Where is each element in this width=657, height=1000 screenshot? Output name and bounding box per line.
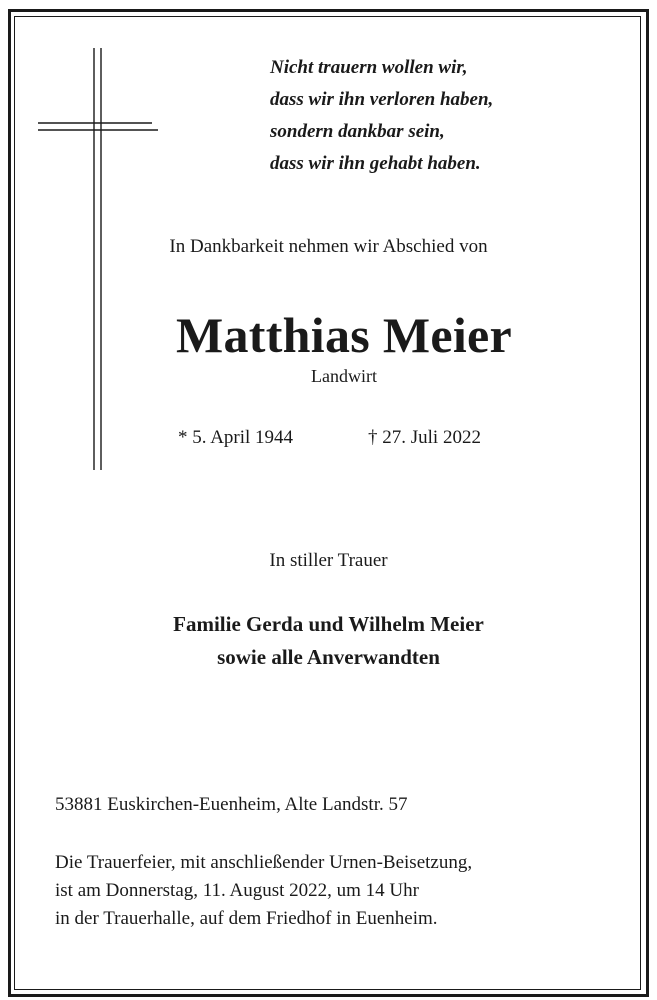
deceased-occupation: Landwirt	[311, 366, 377, 386]
quote-line: dass wir ihn verloren haben,	[270, 89, 494, 110]
family-line: Familie Gerda und Wilhelm Meier	[173, 612, 484, 636]
intro-text: In Dankbarkeit nehmen wir Abschied von	[169, 236, 488, 257]
quote-line: sondern dankbar sein,	[270, 121, 445, 142]
death-date: † 27. Juli 2022	[368, 427, 481, 448]
family-names	[0, 608, 657, 674]
funeral-line: in der Trauerhalle, auf dem Friedhof in Euenheim.	[55, 908, 438, 929]
funeral-line: Die Trauerfeier, mit anschließender Urnen-Beisetzung,	[55, 852, 473, 873]
address: 53881 Euskirchen-Euenheim, Alte Landstr. 57	[55, 794, 408, 815]
funeral-line: ist am Donnerstag, 11. August 2022, um 14 Uhr	[55, 880, 419, 901]
birth-date: * 5. April 1944	[178, 427, 294, 448]
funeral-info	[55, 849, 472, 933]
memorial-quote	[270, 52, 493, 180]
family-line: sowie alle Anverwandten	[217, 645, 440, 669]
quote-line: Nicht trauern wollen wir,	[270, 57, 468, 78]
deceased-name: Matthias Meier	[175, 307, 512, 363]
mourning-text: In stiller Trauer	[269, 550, 388, 571]
quote-line: dass wir ihn gehabt haben.	[270, 153, 481, 174]
